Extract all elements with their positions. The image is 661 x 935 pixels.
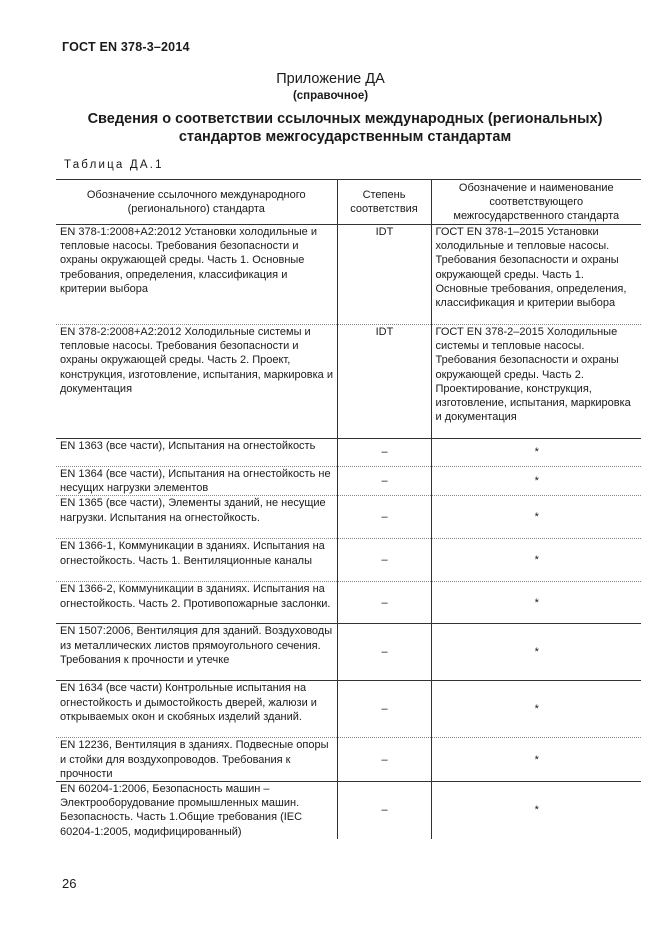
table-label: Таблица ДА.1: [64, 159, 164, 171]
page-number: 26: [62, 876, 77, 891]
degree-cell: –: [337, 539, 431, 582]
document-code: ГОСТ EN 378-3–2014: [62, 40, 190, 54]
column-header-national: Обозначение и наименование соответствующего межгосударственного стандарта: [431, 180, 641, 225]
national-standard-cell: *: [431, 782, 641, 839]
national-standard-cell: *: [431, 738, 641, 782]
degree-cell: –: [337, 582, 431, 624]
table-row: [56, 681, 641, 738]
reference-cell: EN 1365 (все части), Элементы зданий, не несущие нагрузки. Испытания на огнестойкость.: [56, 496, 337, 539]
degree-cell: –: [337, 496, 431, 539]
reference-cell: EN 1507:2006, Вентиляция для зданий. Воздуховоды из металлических листов прямоугольного сечения. Требования к прочности и утечке: [56, 624, 337, 681]
column-header-degree: Степень соответствия: [337, 180, 431, 225]
reference-cell: EN 1634 (все части) Контрольные испытания на огнестойкость и дымостойкость дверей, жалюзи и открываемых окон и скобяных изделий зданий.: [56, 681, 337, 738]
degree-cell: –: [337, 738, 431, 782]
reference-cell: EN 1363 (все части), Испытания на огнестойкость: [56, 439, 337, 467]
national-standard-cell: *: [431, 467, 641, 496]
reference-cell: EN 60204-1:2006, Безопасность машин – Электрооборудование промышленных машин. Безопасность. Часть 1.Общие требования (IEC 60204-1:2005, модифицированный): [60, 783, 303, 838]
annex-subtitle: (справочное): [292, 90, 369, 102]
degree-cell: IDT: [337, 225, 431, 325]
table-row: [56, 582, 641, 624]
national-standard-cell: *: [431, 439, 641, 467]
table-row: [56, 439, 641, 467]
standards-table: [56, 179, 641, 839]
table-row: [56, 738, 641, 782]
degree-cell: –: [337, 681, 431, 738]
degree-cell: –: [337, 467, 431, 496]
reference-cell: EN 1366-1, Коммуникации в зданиях. Испытания на огнестойкость. Часть 1. Вентиляционные каналы: [56, 539, 337, 582]
table-row: [56, 496, 641, 539]
national-standard-cell: ГОСТ EN 378-1–2015 Установки холодильные и тепловые насосы. Требования безопасности и охраны окружающей среды. Часть 1. Основные требования, определения, классификация и критерии выбора: [431, 225, 641, 325]
annex-title: Приложение ДА: [276, 71, 385, 87]
reference-cell: EN 378-2:2008+A2:2012 Холодильные системы и тепловые насосы. Требования безопасности и охраны окружающей среды. Часть 2. Проект, конструкция, изготовление, испытания, маркировка и документация: [56, 325, 337, 439]
degree-cell: IDT: [337, 325, 431, 439]
national-standard-cell: ГОСТ EN 378-2–2015 Холодильные системы и тепловые насосы. Требования безопасности и охраны окружающей среды. Часть 2. Проектирование, конструкция, изготовление, испытания, маркировка и документация: [431, 325, 641, 439]
column-header-reference: Обозначение ссылочного международного (регионального) стандарта: [56, 180, 337, 225]
reference-cell: EN 378-1:2008+A2:2012 Установки холодильные и тепловые насосы. Требования безопасности и охраны окружающей среды. Часть 1. Основные требования, определения, классификация и критерии выбора: [56, 225, 337, 325]
table-row: [56, 624, 641, 681]
annex-heading: [40, 110, 650, 146]
degree-cell: –: [337, 782, 431, 839]
national-standard-cell: *: [431, 624, 641, 681]
national-standard-cell: *: [431, 582, 641, 624]
table-row: [56, 225, 641, 325]
degree-cell: –: [337, 624, 431, 681]
national-standard-cell: *: [431, 681, 641, 738]
reference-cell: EN 1366-2, Коммуникации в зданиях. Испытания на огнестойкость. Часть 2. Противопожарные заслонки.: [56, 582, 337, 624]
table-row: [56, 782, 641, 839]
degree-cell: –: [337, 439, 431, 467]
table-row: [56, 325, 641, 439]
table-header-row: [56, 180, 641, 225]
table-row: [56, 539, 641, 582]
national-standard-cell: *: [431, 539, 641, 582]
annex-heading-line1: Сведения о соответствии ссылочных международных (региональных): [87, 111, 603, 127]
table-row: [56, 467, 641, 496]
reference-cell: EN 1364 (все части), Испытания на огнестойкость не несущих нагрузки элементов: [56, 467, 337, 496]
reference-cell: EN 12236, Вентиляция в зданиях. Подвесные опоры и стойки для воздухопроводов. Требования к прочности: [56, 738, 337, 782]
annex-heading-line2: стандартов межгосударственным стандартам: [178, 129, 512, 145]
national-standard-cell: *: [431, 496, 641, 539]
